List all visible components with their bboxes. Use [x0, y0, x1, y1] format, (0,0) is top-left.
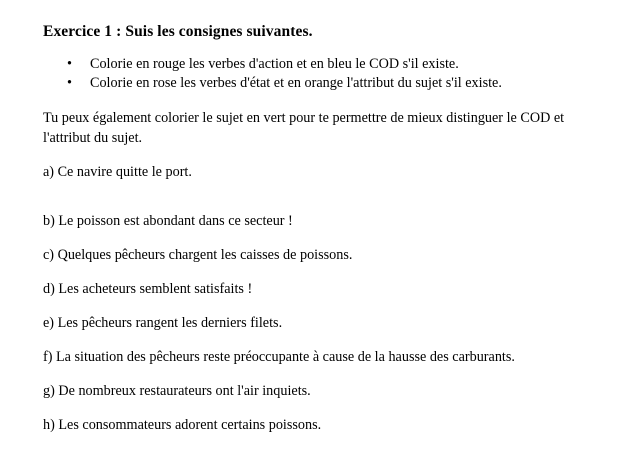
sentence-item-c	[43, 246, 592, 280]
page-title: Exercice 1 : Suis les consignes suivantes.	[43, 23, 313, 40]
sentence-item-a	[43, 148, 592, 212]
instruction-item	[43, 74, 592, 93]
sentence-list	[43, 148, 592, 450]
sentence-text: a) Ce navire quitte le port.	[43, 164, 192, 181]
instruction-text: Colorie en rouge les verbes d'action et en bleu le COD s'il existe.	[90, 56, 459, 73]
intro-paragraph: Tu peux également colorier le sujet en vert pour te permettre de mieux distinguer le COD et l'attribut du sujet.	[43, 110, 565, 146]
sentence-text: b) Le poisson est abondant dans ce secteur !	[43, 213, 293, 230]
sentence-item-h	[43, 416, 592, 450]
sentence-text: g) De nombreux restaurateurs ont l'air inquiets.	[43, 383, 311, 400]
sentence-item-e	[43, 314, 592, 348]
sentence-item-b	[43, 212, 592, 246]
sentence-item-d	[43, 280, 592, 314]
sentence-text: d) Les acheteurs semblent satisfaits !	[43, 281, 253, 298]
bullet-icon: •	[67, 75, 72, 92]
instruction-list	[43, 55, 592, 93]
sentence-text: f) La situation des pêcheurs reste préoccupante à cause de la hausse des carburants.	[43, 349, 515, 366]
sentence-text: c) Quelques pêcheurs chargent les caisses de poissons.	[43, 247, 353, 264]
bullet-icon: •	[67, 56, 72, 73]
sentence-item-f	[43, 348, 592, 382]
sentence-text: e) Les pêcheurs rangent les derniers filets.	[43, 315, 283, 332]
sentence-item-g	[43, 382, 592, 416]
instruction-text: Colorie en rose les verbes d'état et en orange l'attribut du sujet s'il existe.	[90, 75, 502, 92]
instruction-item	[43, 55, 592, 74]
sentence-text: h) Les consommateurs adorent certains poissons.	[43, 417, 322, 434]
